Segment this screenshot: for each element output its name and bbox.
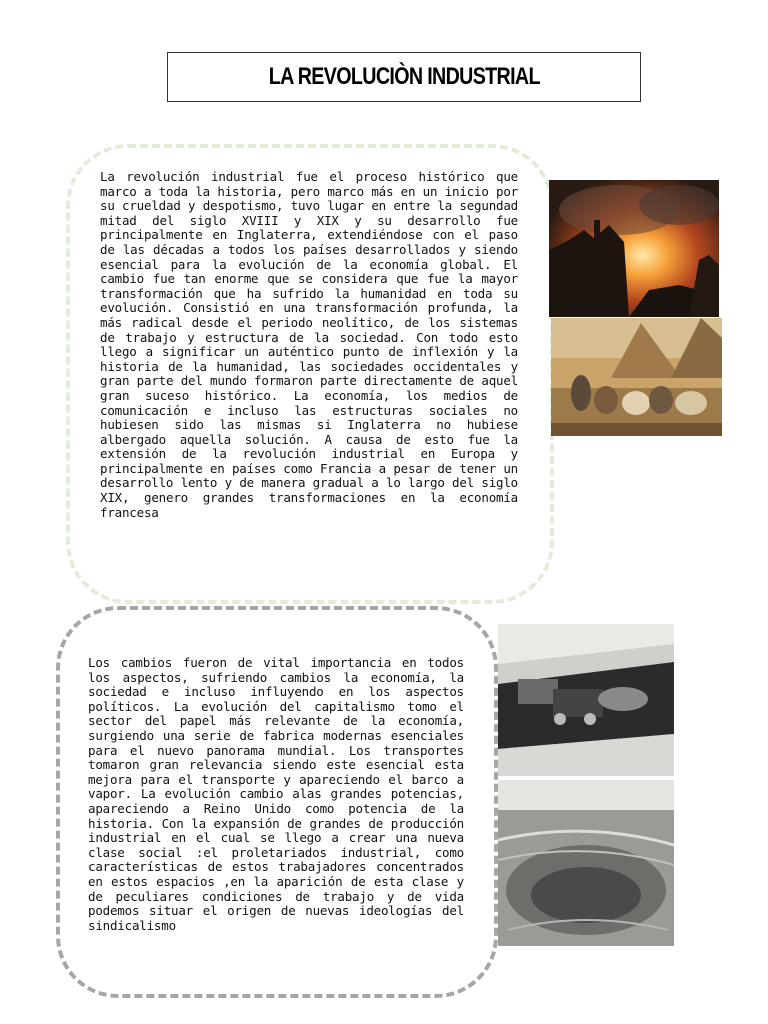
paragraph-top: La revolución industrial fue el proceso histórico que marco a toda la historia, pero marco más en un inicio por su crueldad y despotismo, tuvo lugar en entre la segundad mitad del siglo XVIII y XIX y su desarrollo fue principalmente en Inglaterra, extendiéndose con el paso de las décadas a todos los países desarrollados y siendo esencial para la evolución de la economía global. El cambio fue tan enorme que se considera que fue la mayor transformación que ha sufrido la humanidad en toda su evolución. Consistió en una transformación profunda, la más radical desde el periodo neolítico, de los sistemas de trabajo y estructura de la sociedad. Con todo esto llego a significar un auténtico punto de inflexión y la historia de la humanidad, las sociedades occidentales y gran parte del mundo formaron parte directamente de aquel gran suceso histórico. La economía, los medios de comunicación e incluso las estructuras sociales no hubiesen sido las mismas si Inglaterra no hubiese albergado aquella solución. A causa de esto fue la extensión de la revolución industrial en Europa y principalmente en países como Francia a pesar de tener un desarrollo lento y de manera gradual a lo largo del siglo XIX, genero grandes transformaciones en la economía francesa	[100, 169, 518, 520]
photo-open-pit-mine	[498, 780, 674, 946]
page-title: LA REVOLUCIÒN INDUSTRIAL	[268, 63, 540, 90]
painting-industrial-fire	[549, 180, 719, 317]
title-box	[167, 52, 641, 102]
engraving-mine-cart	[498, 624, 674, 776]
painting-peasant-workers	[551, 318, 722, 436]
paragraph-bottom: Los cambios fueron de vital importancia en todos los aspectos, sufriendo cambios la economía, la sociedad e incluso influyendo en los aspectos políticos. La evolución del capitalismo tomo el sector del papel más relevante de la economía, surgiendo una serie de fabrica modernas esenciales para el nuevo panorama mundial. Los transportes tomaron gran relevancia siendo este esencial esta mejora para el transporte y apareciendo el barco a vapor. La evolución cambio alas grandes potencias, apareciendo a Reino Unido como potencia de la historia. Con la expansión de grandes de producción industrial en el cual se llego a crear una nueva clase social :el proletariados industrial, como características de estos trabajadores concentrados en estos espacios ,en la aparición de esta clase y de peculiares condiciones de trabajo y de vida podemos situar el origen de nuevas ideologías del sindicalismo	[88, 655, 464, 933]
